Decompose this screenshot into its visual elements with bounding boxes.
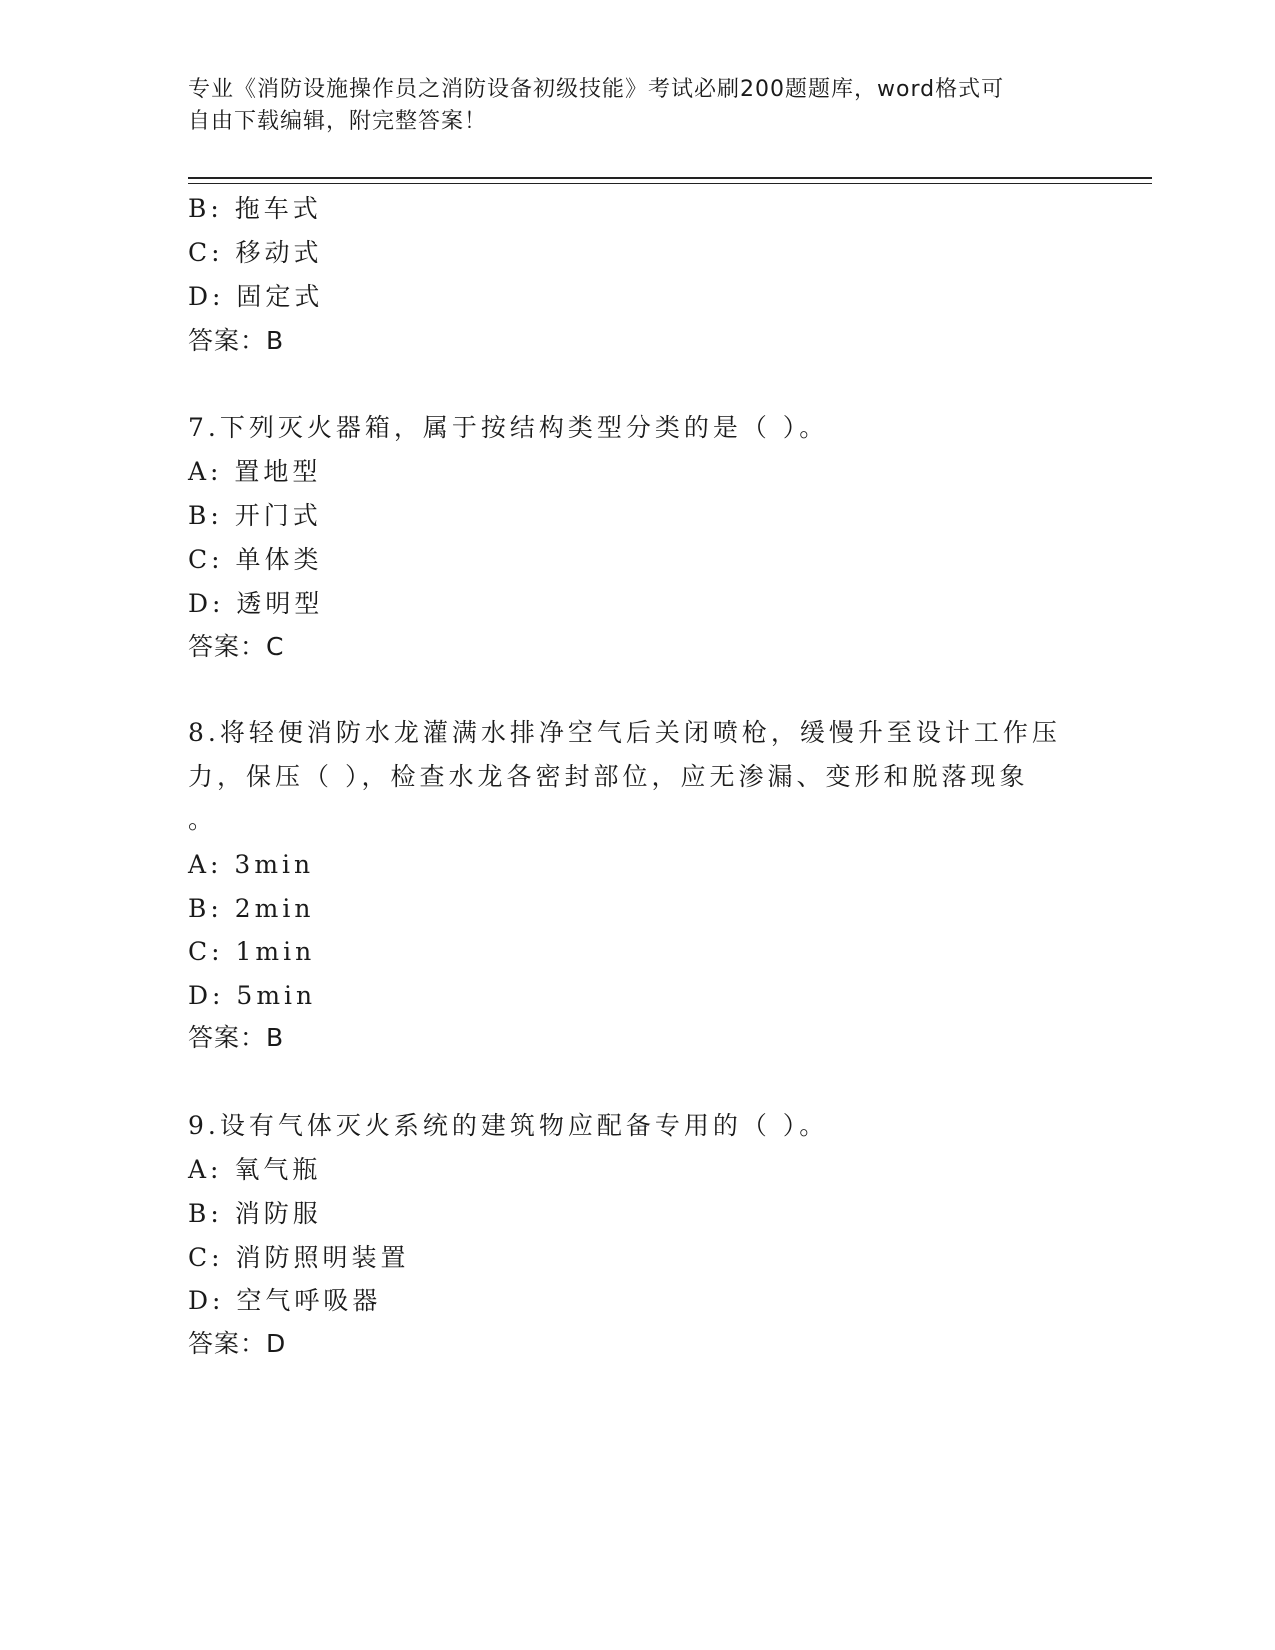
q9-option-a: A: 氧气瓶	[188, 1155, 322, 1184]
header-divider-thin	[188, 183, 1152, 184]
q8-option-d: D: 5min	[188, 981, 317, 1010]
q9-answer: 答案：D	[188, 1329, 287, 1358]
q6-option-d: D: 固定式	[188, 282, 324, 311]
q7-answer: 答案：C	[188, 632, 285, 661]
q8-stem-line-3: 。	[188, 805, 218, 834]
q6-option-b: B: 拖车式	[188, 194, 322, 223]
q7-option-b: B: 开门式	[188, 501, 322, 530]
q7-option-d: D: 透明型	[188, 589, 324, 618]
q8-option-b: B: 2min	[188, 894, 315, 923]
q8-option-c: C: 1min	[188, 937, 316, 966]
q9-stem: 9.设有气体灭火系统的建筑物应配备专用的（ ）。	[188, 1111, 829, 1140]
q9-option-d: D: 空气呼吸器	[188, 1286, 382, 1315]
q8-option-a: A: 3min	[188, 850, 315, 879]
q6-option-c: C: 移动式	[188, 238, 323, 267]
q8-answer: 答案：B	[188, 1023, 285, 1052]
q7-stem: 7.下列灭火器箱，属于按结构类型分类的是（ ）。	[188, 413, 829, 442]
q8-stem-line-1: 8.将轻便消防水龙灌满水排净空气后关闭喷枪，缓慢升至设计工作压	[188, 718, 1061, 747]
header-divider-thick	[188, 177, 1152, 179]
q6-answer: 答案：B	[188, 326, 285, 355]
q8-stem-line-2: 力，保压（ ），检查水龙各密封部位，应无渗漏、变形和脱落现象	[188, 762, 1029, 791]
document-header	[188, 74, 1088, 138]
header-line-1: 专业《消防设施操作员之消防设备初级技能》考试必刷200题题库，word格式可	[188, 77, 1005, 102]
q7-option-a: A: 置地型	[188, 457, 322, 486]
q7-option-c: C: 单体类	[188, 545, 323, 574]
header-line-2: 自由下载编辑，附完整答案！	[188, 109, 488, 134]
q9-option-c: C: 消防照明装置	[188, 1243, 410, 1272]
q9-option-b: B: 消防服	[188, 1199, 322, 1228]
